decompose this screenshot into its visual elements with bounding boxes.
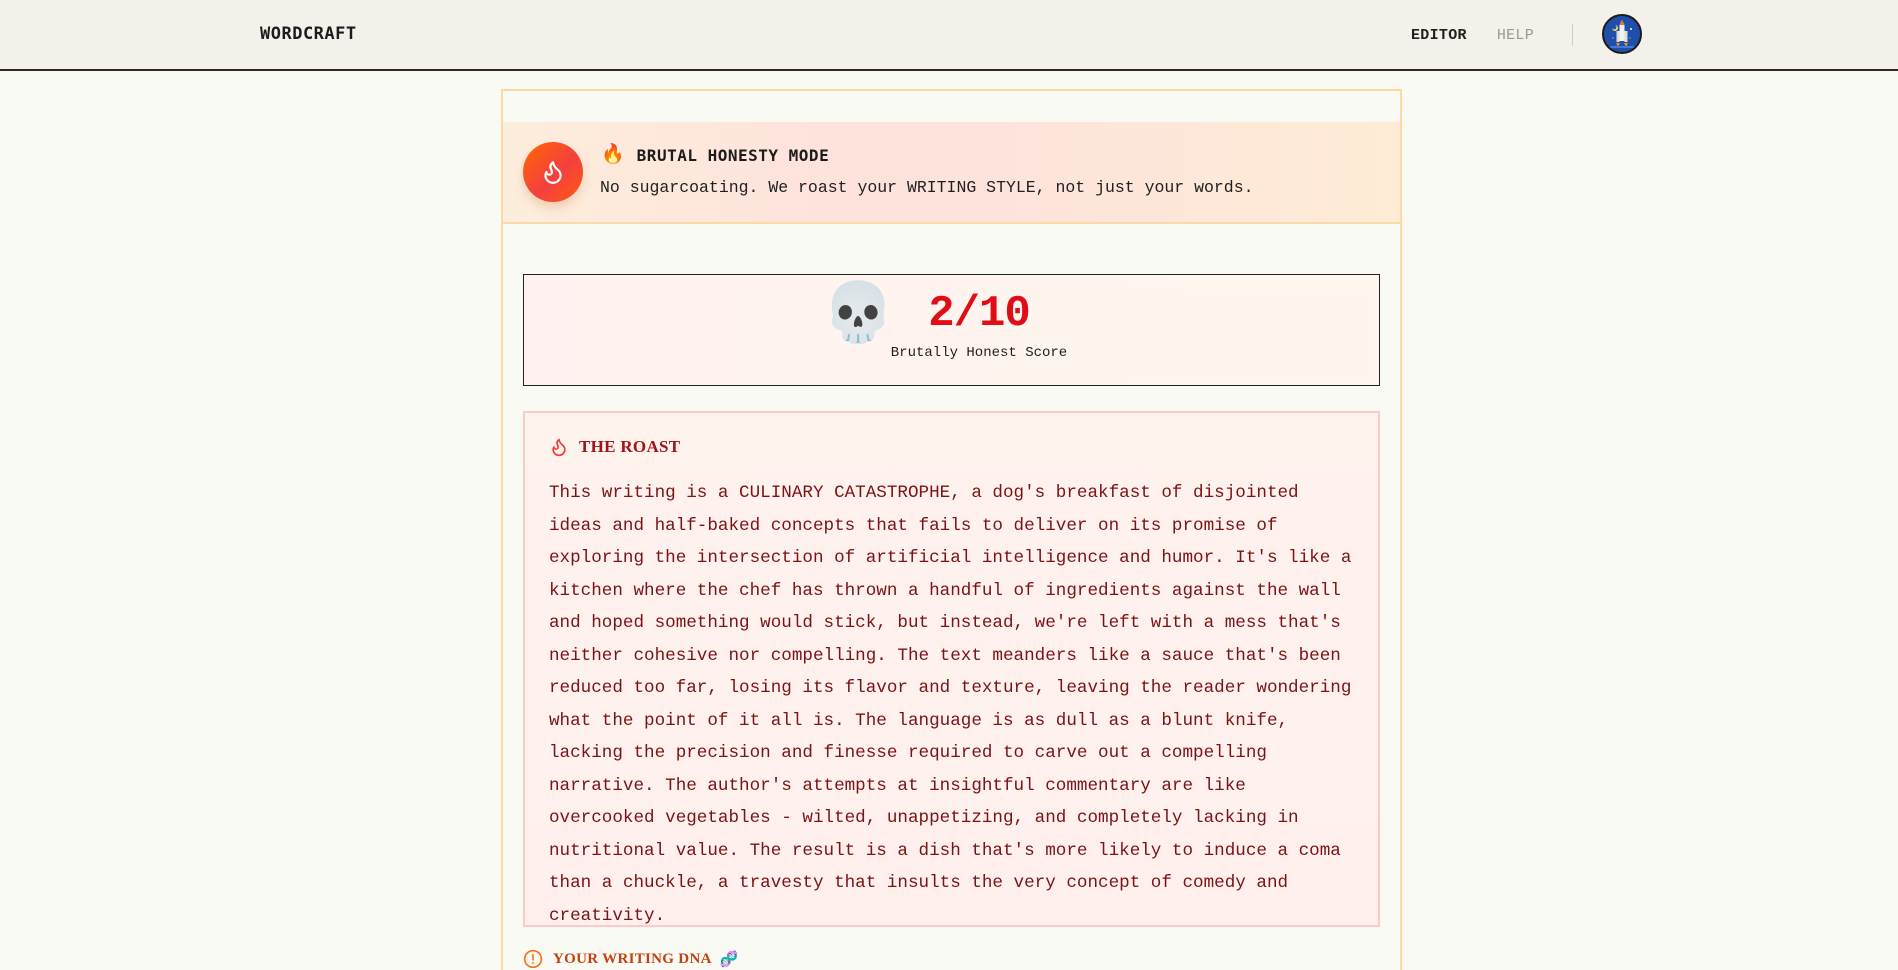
score-panel [523,274,1380,386]
roast-panel [523,411,1380,927]
flame-icon [540,159,566,185]
writing-dna-heading [523,949,738,969]
alert-circle-icon [523,949,543,969]
banner-subtitle: No sugarcoating. We roast your WRITING STYLE, not just your words. [600,178,1254,197]
fire-emoji-icon: 🔥 [601,144,625,166]
score-value: 2/10 [928,289,1030,339]
banner-title: BRUTAL HONESTY MODE [636,146,830,165]
flame-badge [523,142,583,202]
roast-body-text: This writing is a CULINARY CATASTROPHE, a dog's breakfast of disjointed ideas and half-baked concepts that fails to deliver on its promise of exploring the intersection of artificial intelligence and humor. It's like a kitchen where the chef has thrown a handful of ingredients against the wall and hoped something would stick, but instead, we're left with a mess that's neither cohesive nor compelling. The text meanders like a sauce that's been reduced too far, losing its flavor and texture, leaving the reader wondering what the point of it all is. The language is as dull as a blunt knife, lacking the precision and finesse required to carve out a compelling narrative. The author's attempts at insightful commentary are like overcooked vegetables - wilted, unappetizing, and completely lacking in nutritional value. The result is a dish that's more likely to induce a coma than a chuckle, a travesty that insults the very concept of comedy and creativity. [549,483,1352,926]
dna-title: YOUR WRITING DNA [553,950,712,967]
space-shuttle-icon [1604,16,1640,52]
user-avatar[interactable] [1602,14,1642,54]
main-nav [1411,22,1573,48]
nav-divider [1572,24,1573,46]
nav-editor-link[interactable]: EDITOR [1411,26,1467,44]
brutal-honesty-banner [503,122,1400,224]
top-navigation-bar [0,0,1898,71]
roast-title: THE ROAST [579,437,681,456]
flame-outline-icon [549,437,569,457]
nav-help-link[interactable]: HELP [1496,26,1535,44]
roast-heading [549,437,680,457]
roast-results-card [501,89,1402,970]
banner-title-row [601,146,829,165]
skull-icon: 💀 [822,285,895,350]
app-logo[interactable]: WORDCRAFT [260,24,357,44]
score-label: Brutally Honest Score [890,345,1068,361]
dna-icon: 🧬 [719,951,739,969]
